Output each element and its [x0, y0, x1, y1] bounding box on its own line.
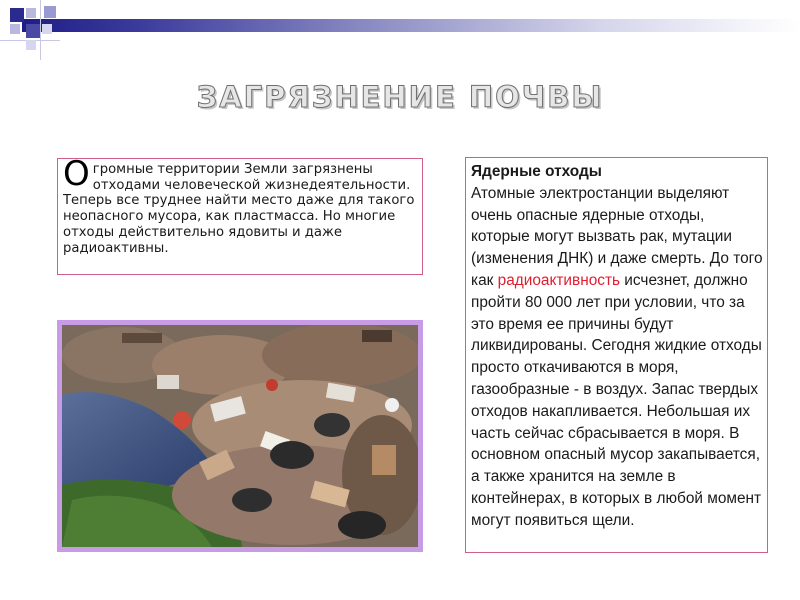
deco-square — [42, 24, 52, 34]
deco-square — [26, 8, 36, 18]
intro-text: громные территории Земли загрязнены отходами человеческой жизнедеятельности. Теперь все труднее найти место даже для такого неопасного мусора, как пластмасса. Но многие отходы действительно ядовиты и даже радиоактивны. — [63, 162, 415, 256]
deco-square — [10, 24, 20, 34]
header-decoration — [0, 0, 800, 60]
deco-square — [26, 24, 40, 38]
drop-cap: О — [63, 154, 90, 194]
nuclear-waste-text — [471, 183, 763, 532]
garbage-dump-photo — [57, 320, 423, 552]
nuclear-waste-heading: Ядерные отходы — [471, 163, 602, 180]
deco-line — [40, 0, 41, 60]
slide-title: ЗАГРЯЗНЕНИЕ ПОЧВЫ — [196, 80, 604, 114]
deco-square — [44, 6, 56, 18]
garbage-dump-illustration — [62, 325, 418, 547]
nuclear-waste-box — [465, 157, 768, 553]
intro-text-box — [57, 154, 423, 275]
radioactivity-highlight: радиоактивность — [497, 271, 621, 289]
deco-square — [26, 40, 36, 50]
gradient-bar — [22, 19, 800, 32]
nuclear-text-before: Атомные электростанции выделяют очень опасные ядерные отходы, которые могут вызвать рак, мутации (изменения ДНК) и даже смерть. До того как — [471, 184, 763, 289]
nuclear-text-after: исчезнет, должно пройти 80 000 лет при условии, что за это время ее причины будут ликвидированы. Сегодня жидкие отходы просто откачиваются в моря, газообразные - в воздух. Запас твердых отходов накапливается. Небольшая их часть сейчас сбрасывается в моря. В основном опасный мусор закапывается, а также хранится на земле в контейнерах, в которых в любой момент могут появиться щели. — [471, 271, 762, 529]
deco-square — [10, 8, 24, 22]
